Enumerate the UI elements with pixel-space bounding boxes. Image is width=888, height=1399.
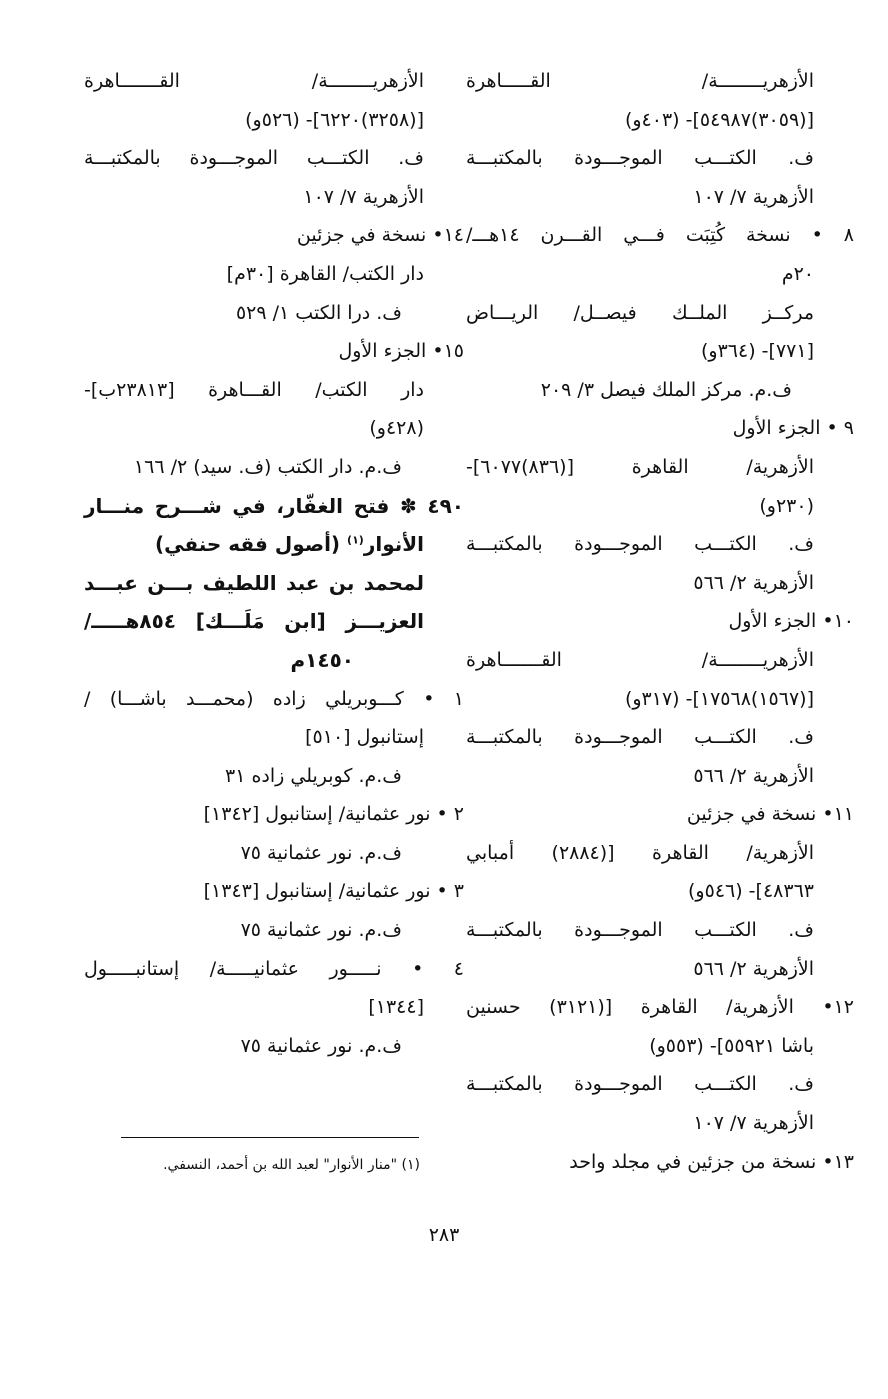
text-line: الأزهريــــــــة/ القـــــــاهرة xyxy=(84,70,424,92)
text-line: ف. الكتـــب الموجـــودة بالمكتبـــة xyxy=(466,1073,814,1096)
text-line: (٤٢٨و) xyxy=(369,417,424,440)
entry-author: العزيـــز [ابن مَلَـــك] ٨٥٤هـــــ/ xyxy=(84,609,424,634)
text-line: الأزهريــــــــة/ القـــــــاهرة xyxy=(466,648,814,671)
text-line: ف. درا الكتب ١/ ٥٢٩ xyxy=(235,301,402,324)
text-line: ٢٠م xyxy=(781,262,814,285)
entry-title-name: الأنوار xyxy=(363,532,424,557)
text-line: باشا ٥٥٩٢١]- (٥٥٣و) xyxy=(649,1034,814,1057)
entry-title-continued xyxy=(84,525,424,564)
text-line: [٧٧١]- (٣٦٤و) xyxy=(701,340,814,363)
text-line: ف. الكتـــب الموجـــودة بالمكتبـــة xyxy=(466,147,814,170)
text-line: ف.م. نور عثمانية ٧٥ xyxy=(240,841,402,864)
footnote: (١) "منار الأنوار" لعبد الله بن أحمد، النسفي. xyxy=(163,1157,420,1173)
text-line: ٤٨٣٦٣]- (٥٤٦و) xyxy=(688,880,814,903)
item-line: ١٥• الجزء الأول xyxy=(338,340,464,363)
text-line: ف.م. كوبريلي زاده ٣١ xyxy=(225,764,402,787)
text-line: ف.م. دار الكتب (ف. سيد) ٢/ ١٦٦ xyxy=(133,455,402,478)
text-line: ف. الكتـــب الموجـــودة بالمكتبـــة xyxy=(466,726,814,749)
text-line: الأزهريــــــــة/ القـــــاهرة xyxy=(466,70,814,92)
footnote-marker: (١) xyxy=(347,533,364,547)
text-line: ف.م. نور عثمانية ٧٥ xyxy=(240,919,402,942)
text-line: ف.م. مركز الملك فيصل ٣/ ٢٠٩ xyxy=(540,378,792,401)
item-line: ١٢• الأزهرية/ القاهرة [(٣١٢١) حسنين xyxy=(466,996,854,1019)
text-line: [١٣٤٤] xyxy=(368,996,424,1019)
text-line: ف.م. نور عثمانية ٧٥ xyxy=(240,1034,402,1057)
text-line: مركــز الملــك فيصــل/ الريـــاض xyxy=(466,301,814,324)
item-line: ١١• نسخة في جزئين xyxy=(686,803,854,826)
text-line: [(٣٢٥٨)٦٢٢٠]- (٥٢٦و) xyxy=(245,108,424,131)
text-line: ف. الكتـــب الموجـــودة بالمكتبـــة xyxy=(84,147,424,170)
text-line: [(١٥٦٧)١٧٥٦٨]- (٣١٧و) xyxy=(624,687,814,710)
text-line: الأزهرية ٢/ ٥٦٦ xyxy=(693,957,814,980)
text-line: ف. الكتـــب الموجـــودة بالمكتبـــة xyxy=(466,533,814,556)
item-line: ١ • كـــوبريلي زاده (محمـــد باشـــا) / xyxy=(84,687,464,710)
right-column xyxy=(466,62,854,1181)
text-line: دار الكتب/ القاهرة [٣٠م] xyxy=(226,262,424,285)
item-line: ١٤• نسخة في جزئين xyxy=(296,224,464,247)
text-line: الأزهرية ٢/ ٥٦٦ xyxy=(693,764,814,787)
entry-author: لمحمد بن عبد اللطيف بـــن عبـــد xyxy=(84,570,424,595)
item-line: ٢ • نور عثمانية/ إستانبول [١٣٤٢] xyxy=(203,803,464,826)
item-line: ١٣• نسخة من جزئين في مجلد واحد xyxy=(569,1150,854,1173)
item-line: ٤ • نـــــور عثمانيـــــة/ إستانبـــــول xyxy=(84,957,464,980)
item-line: ١٠• الجزء الأول xyxy=(728,610,854,633)
text-line: الأزهرية ٧/ ١٠٧ xyxy=(303,185,424,208)
page-number: ٢٨٣ xyxy=(428,1224,460,1246)
text-line: ف. الكتـــب الموجـــودة بالمكتبـــة xyxy=(466,919,814,942)
entry-date: ١٤٥٠م xyxy=(290,647,354,672)
text-line: الأزهرية ٧/ ١٠٧ xyxy=(693,1112,814,1135)
entry-subject: (أصول فقه حنفي) xyxy=(154,532,348,557)
entry-title: ٤٩٠ ✽ فتح الغفّار، في شـــرح منـــار xyxy=(84,493,464,518)
text-line: [(٣٠٥٩)٥٤٩٨٧]- (٤٠٣و) xyxy=(624,108,814,131)
text-line: دار الكتب/ القـــاهرة [٢٣٨١٣ب]- xyxy=(84,378,424,401)
text-line: الأزهرية ٢/ ٥٦٦ xyxy=(693,571,814,594)
text-line: إستانبول [٥١٠] xyxy=(305,726,424,749)
item-line: ٩ • الجزء الأول xyxy=(732,417,854,440)
left-column xyxy=(84,62,464,1065)
text-line: (٢٣٠و) xyxy=(759,494,814,517)
text-line: الأزهرية/ القاهرة [(٨٣٦)٦٠٧٧]- xyxy=(466,455,814,478)
item-line: ٨ • نسخة كُتِبَت فـــي القـــرن ١٤هـــ/ xyxy=(466,224,854,247)
footnote-divider xyxy=(121,1137,419,1138)
text-line: الأزهرية ٧/ ١٠٧ xyxy=(693,185,814,208)
text-line: الأزهرية/ القاهرة [(٢٨٨٤) أمبابي xyxy=(466,841,815,864)
item-line: ٣ • نور عثمانية/ إستانبول [١٣٤٣] xyxy=(203,880,464,903)
